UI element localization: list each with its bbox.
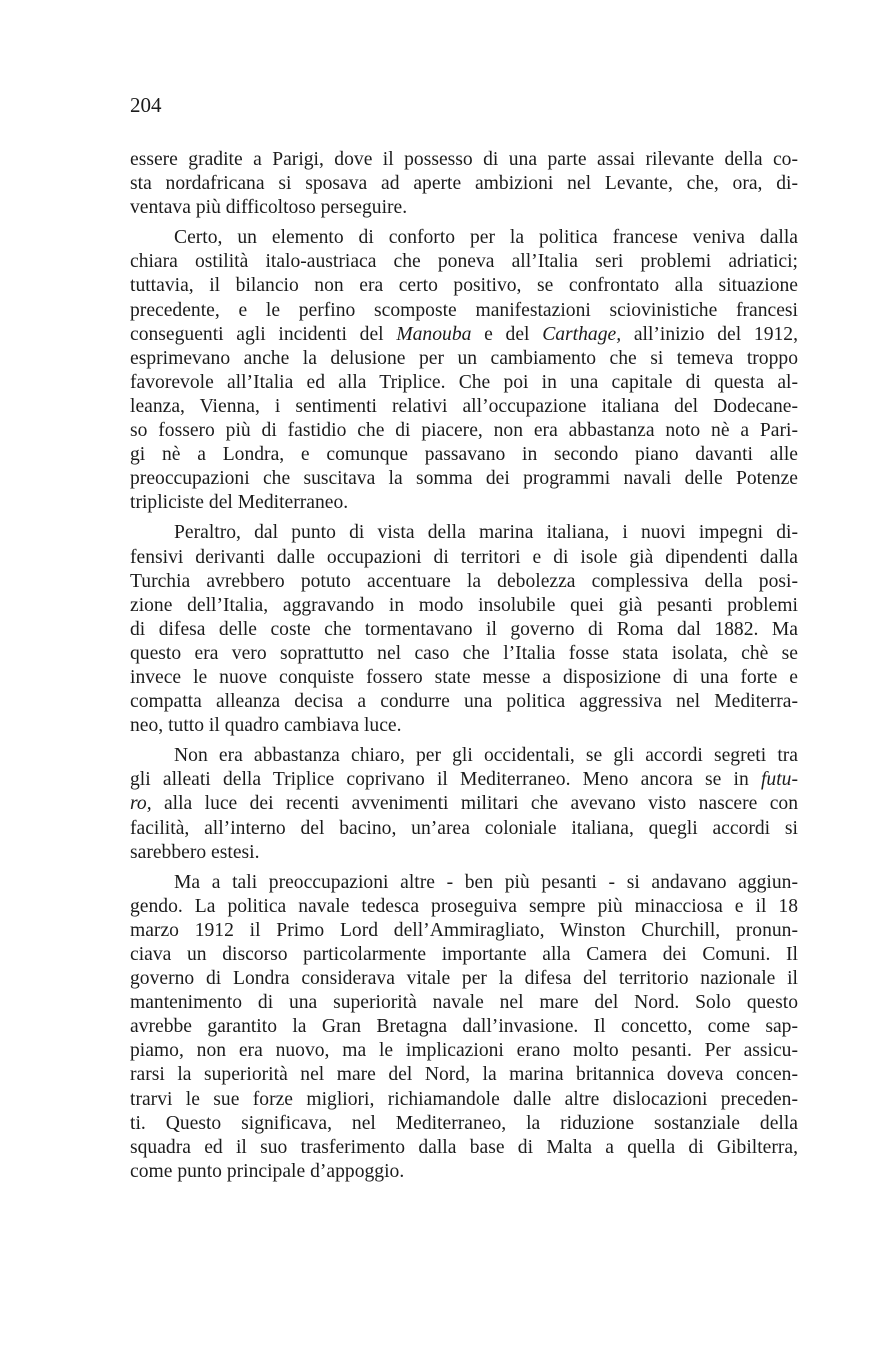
body-text (130, 148, 798, 1184)
text-line: so fossero più di fastidio che di piacere, non era abbastanza noto nè a Pari- (130, 420, 798, 442)
text-line: ventava più difficoltoso perseguire. (130, 197, 408, 219)
text-line: mantenimento di una superiorità navale nel mare del Nord. Solo questo (130, 992, 798, 1014)
text-line: esprimevano anche la delusione per un cambiamento che si temeva troppo (130, 347, 798, 369)
text-line: Peraltro, dal punto di vista della marina italiana, i nuovi impegni di- (174, 522, 798, 544)
text-line: fensivi derivanti dalle occupazioni di territori e di isole già dipendenti dalla (130, 546, 798, 568)
text-line: marzo 1912 il Primo Lord dell’Ammiragliato, Winston Churchill, pronun- (130, 919, 798, 941)
paragraph (130, 226, 798, 515)
text-line: leanza, Vienna, i sentimenti relativi all’occupazione italiana del Dodecane- (130, 395, 798, 417)
text-line: favorevole all’Italia ed alla Triplice. Che poi in una capitale di questa al- (130, 371, 798, 393)
text-line: neo, tutto il quadro cambiava luce. (130, 715, 402, 737)
text-line: tuttavia, il bilancio non era certo positivo, se confrontato alla situazione (130, 275, 798, 297)
paragraph (130, 744, 798, 864)
text-line: facilità, all’interno del bacino, un’area coloniale italiana, quegli accordi si (130, 817, 798, 839)
text-line: questo era vero soprattutto nel caso che l’Italia fosse stata isolata, chè se (130, 642, 798, 664)
text-line: precedente, e le perfino scomposte manifestazioni sciovinistiche francesi (130, 299, 798, 321)
text-line: Turchia avrebbero potuto accentuare la debolezza complessiva della posi- (130, 570, 798, 592)
text-line: ro, alla luce dei recenti avvenimenti militari che avevano visto nascere con (130, 793, 798, 815)
text-line: come punto principale d’appoggio. (130, 1160, 405, 1182)
text-line: sarebbero estesi. (130, 841, 260, 863)
text-line: zione dell’Italia, aggravando in modo insolubile quei già pesanti problemi (130, 594, 798, 616)
text-line: conseguenti agli incidenti del Manouba e del Carthage, all’inizio del 1912, (130, 323, 798, 345)
text-line: squadra ed il suo trasferimento dalla base di Malta a quella di Gibilterra, (130, 1136, 798, 1158)
text-line: Non era abbastanza chiaro, per gli occidentali, se gli accordi segreti tra (174, 745, 798, 767)
text-line: tripliciste del Mediterraneo. (130, 492, 349, 514)
text-line: trarvi le sue forze migliori, richiamandole dalle altre dislocazioni preceden- (130, 1088, 798, 1110)
text-line: piamo, non era nuovo, ma le implicazioni erano molto pesanti. Per assicu- (130, 1040, 798, 1062)
text-line: di difesa delle coste che tormentavano il governo di Roma dal 1882. Ma (130, 618, 798, 640)
page-number: 204 (130, 93, 162, 117)
paragraph (130, 521, 798, 738)
text-line: ciava un discorso particolarmente importante alla Camera dei Comuni. Il (130, 944, 798, 965)
text-line: governo di Londra considerava vitale per la difesa del territorio nazionale il (130, 968, 798, 990)
text-line: preoccupazioni che suscitava la somma dei programmi navali delle Potenze (130, 468, 798, 490)
text-line: Ma a tali preoccupazioni altre - ben più pesanti - si andavano aggiun- (174, 871, 798, 893)
text-line: chiara ostilità italo-austriaca che poneva all’Italia seri problemi adriatici; (130, 251, 798, 273)
text-line: rarsi la superiorità nel mare del Nord, la marina britannica doveva concen- (130, 1064, 798, 1086)
text-line: ti. Questo significava, nel Mediterraneo, la riduzione sostanziale della (130, 1112, 798, 1134)
text-line: compatta alleanza decisa a condurre una politica aggressiva nel Mediterra- (130, 691, 798, 713)
text-line: gli alleati della Triplice coprivano il Mediterraneo. Meno ancora se in futu- (130, 769, 798, 791)
text-line: avrebbe garantito la Gran Bretagna dall’invasione. Il concetto, come sap- (130, 1016, 798, 1038)
text-line: essere gradite a Parigi, dove il possesso di una parte assai rilevante della co- (130, 149, 798, 170)
text-line: gi nè a Londra, e comunque passavano in secondo piano davanti alle (130, 444, 798, 466)
text-line: sta nordafricana si sposava ad aperte ambizioni nel Levante, che, ora, di- (130, 173, 798, 195)
paragraph (130, 871, 798, 1184)
text-line: invece le nuove conquiste fossero state messe a disposizione di una forte e (130, 666, 798, 688)
text-line: Certo, un elemento di conforto per la politica francese veniva dalla (174, 227, 798, 249)
paragraph (130, 148, 798, 220)
text-line: gendo. La politica navale tedesca proseguiva sempre più minacciosa e il 18 (130, 895, 798, 917)
